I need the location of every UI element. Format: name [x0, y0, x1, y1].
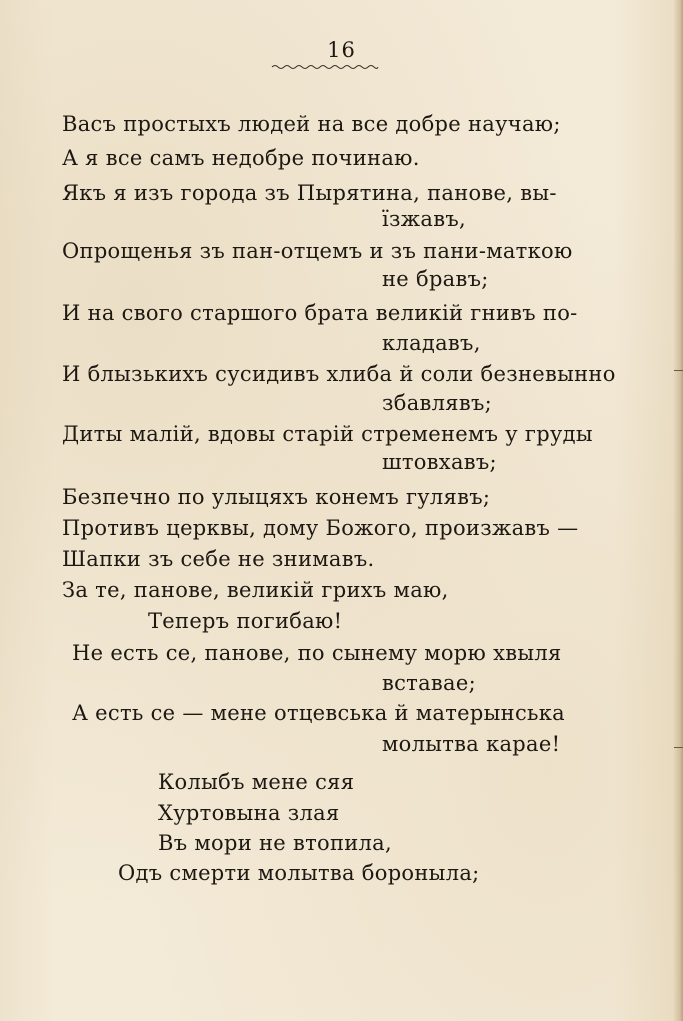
text-line: А есть се — мене отцевська й матерынська: [72, 701, 565, 725]
text-line: Опрощенья зъ пан-отцемъ и зъ пани-маткою: [62, 239, 573, 263]
text-line: И блызькихъ сусидивъ хлиба й соли безневынно: [62, 362, 616, 386]
page-edge-shadow: [673, 0, 683, 1021]
text-line-indented: Теперъ погибаю!: [148, 609, 343, 633]
text-line-continuation: молытва карае!: [382, 732, 561, 756]
verse-line: Хуртовына злая: [158, 801, 340, 825]
text-line-continuation: не бравъ;: [382, 267, 489, 291]
text-line: А я все самъ недобре починаю.: [62, 146, 420, 170]
text-line: И на свого старшого брата великій гнивъ по-: [62, 301, 578, 325]
page-edge-mark: [674, 747, 683, 748]
text-line: Безпечно по улыцяхъ конемъ гулявъ;: [62, 485, 491, 509]
wavy-rule-ornament-icon: [270, 62, 380, 72]
text-line-continuation: збавлявъ;: [382, 391, 492, 415]
text-line: Якъ я изъ города зъ Пырятина, панове, вы-: [62, 181, 557, 205]
page-edge-mark: [674, 370, 683, 371]
verse-line: Въ мори не втопила,: [158, 831, 392, 855]
text-line: Васъ простыхъ людей на все добре научаю;: [62, 112, 561, 136]
text-line: Не есть се, панове, по сынему морю хвыля: [72, 641, 562, 665]
text-line: За те, панове, великій грихъ маю,: [62, 578, 449, 602]
text-line: Шапки зъ себе не знимавъ.: [62, 547, 375, 571]
text-line-continuation: вставае;: [382, 671, 476, 695]
text-line-continuation: кладавъ,: [382, 331, 481, 355]
text-line: Противъ церквы, дому Божого, произжавъ —: [62, 516, 579, 540]
text-line-continuation: штовхавъ;: [382, 450, 497, 474]
page-number: 16: [327, 38, 356, 62]
text-line: Диты малій, вдовы старій стременемъ у груды: [62, 422, 593, 446]
verse-line: Одъ смерти молытва бороныла;: [118, 861, 480, 885]
verse-line: Колыбъ мене сяя: [158, 770, 355, 794]
text-line-continuation: ïзжавъ,: [382, 207, 466, 231]
